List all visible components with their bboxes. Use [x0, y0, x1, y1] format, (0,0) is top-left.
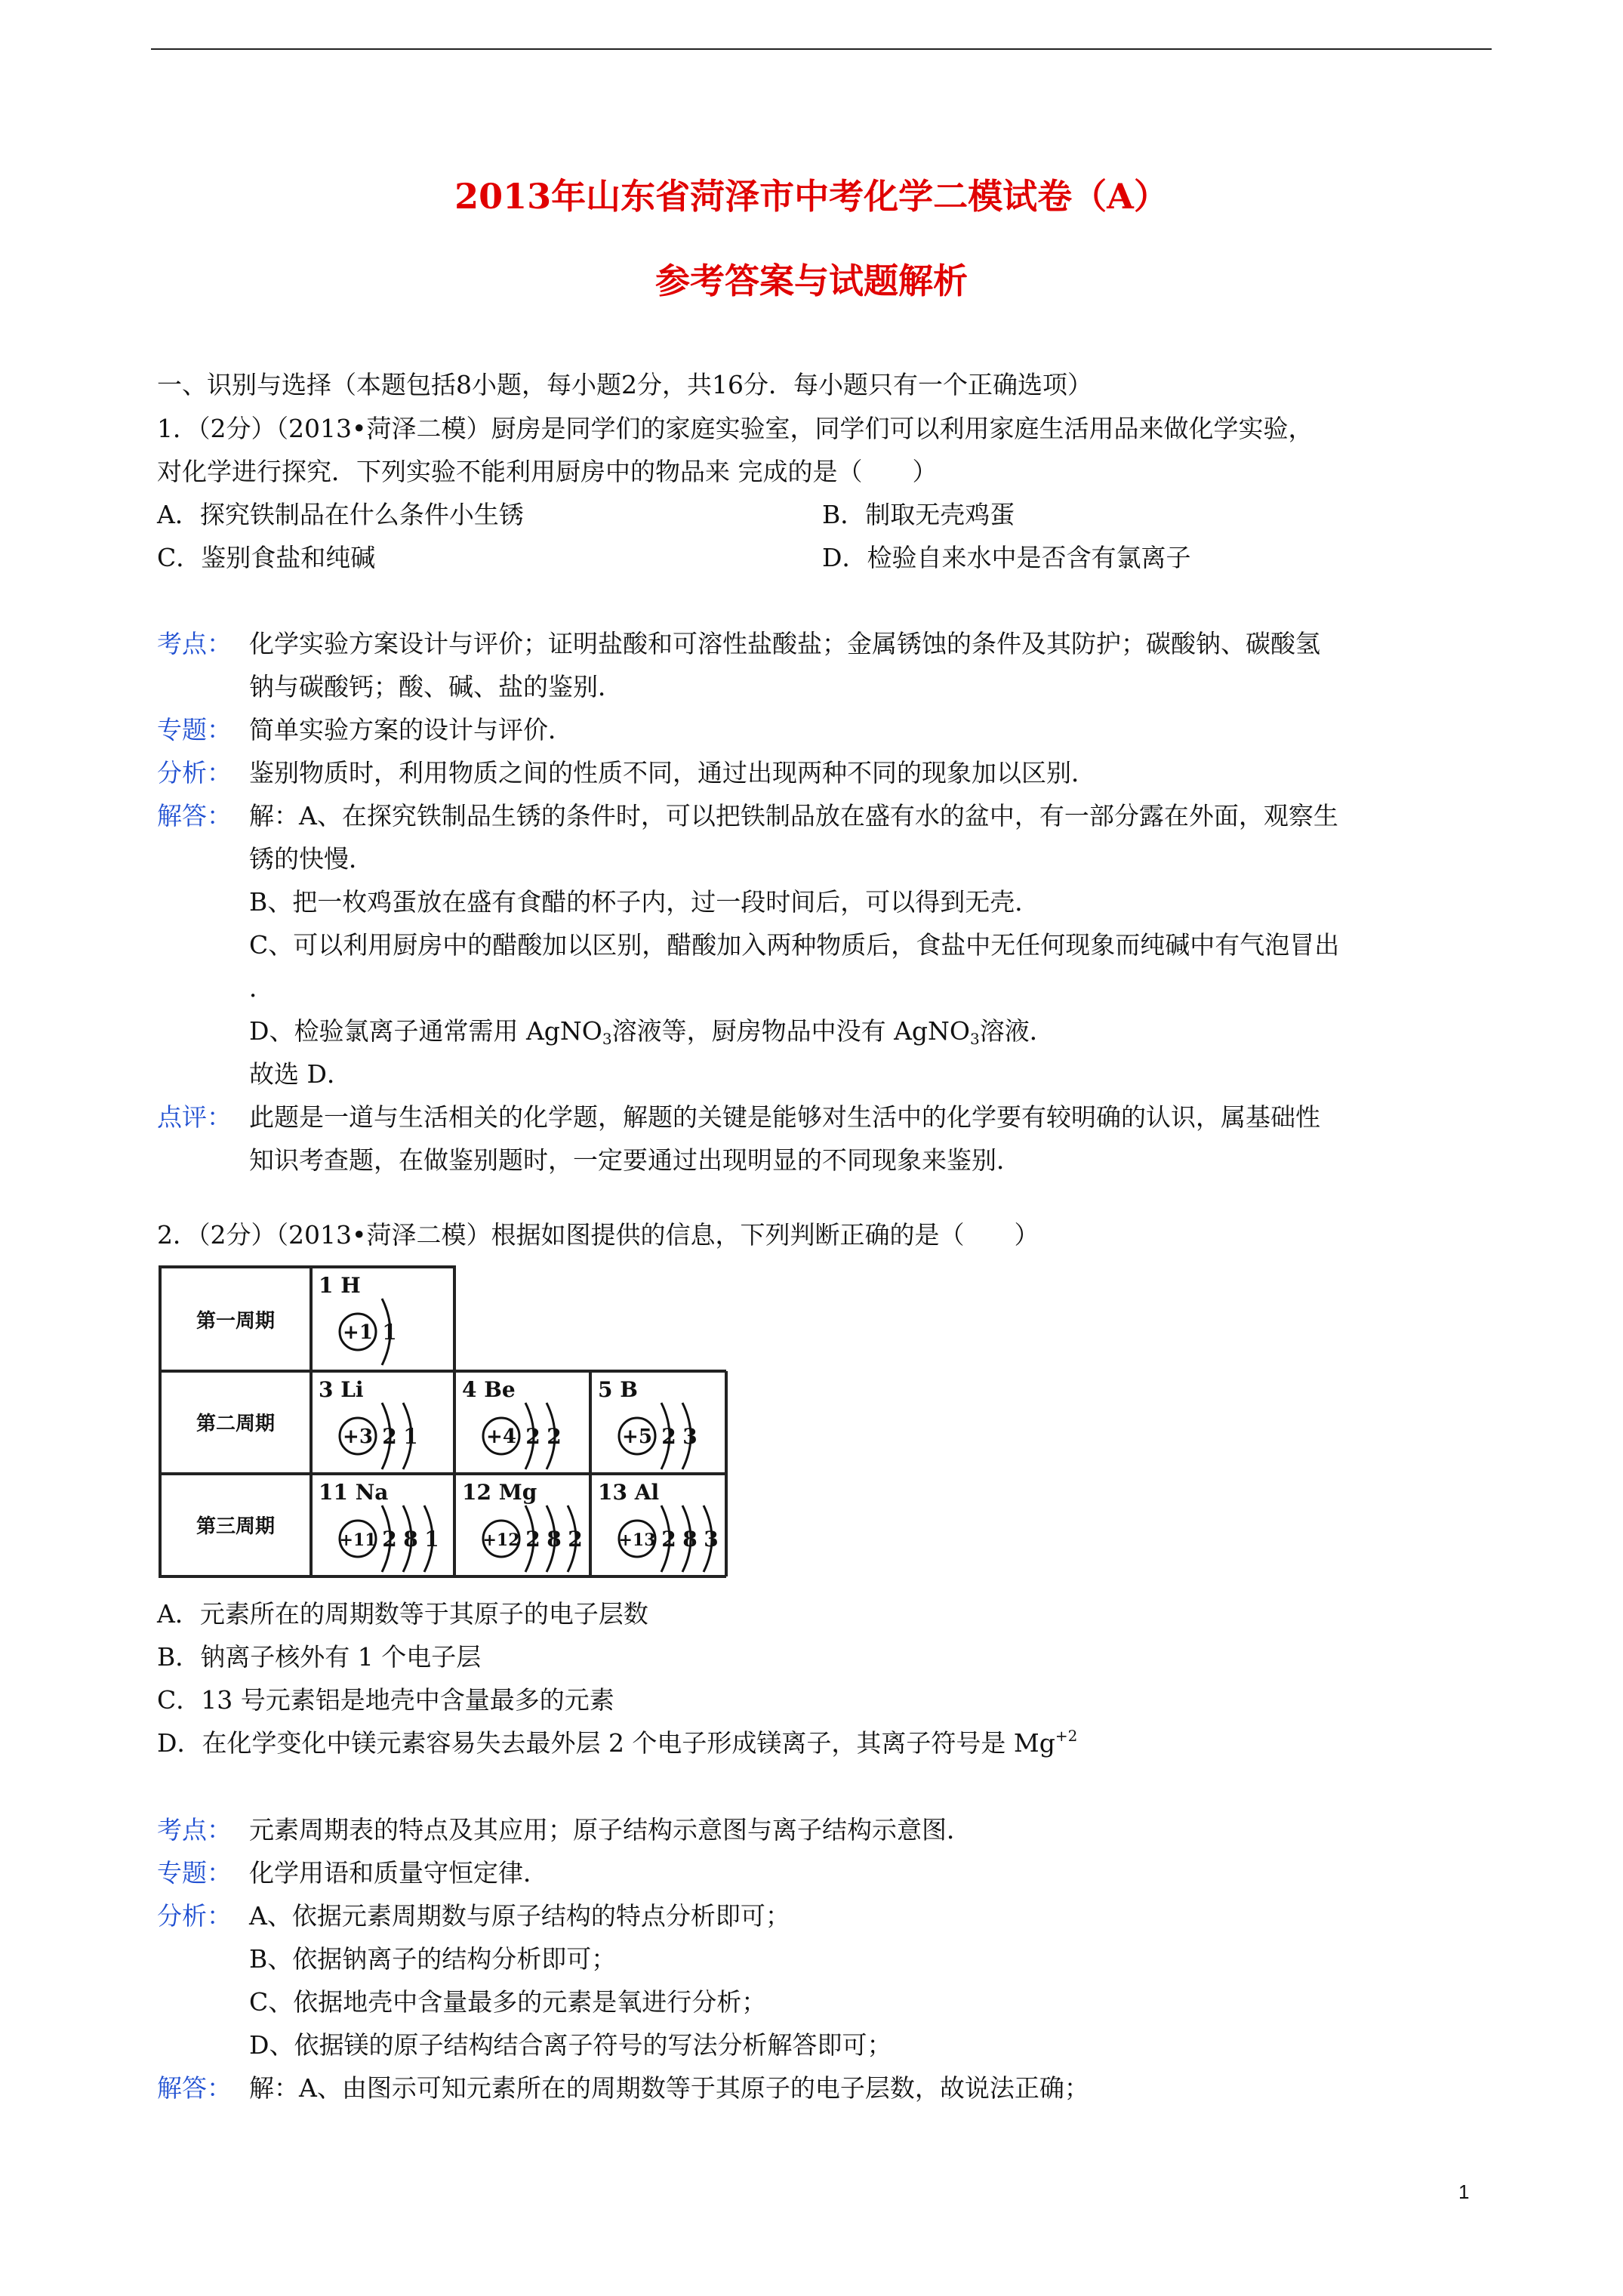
q1-stem-line1: 1．（2分）（2013•菏泽二模）厨房是同学们的家庭实验室，同学们可以利用家庭生活用品来做化学实验，	[157, 414, 1313, 443]
element-label: 4 Be	[462, 1377, 516, 1402]
exam-title: 2013年山东省菏泽市中考化学二模试卷（A）	[454, 176, 1169, 217]
q1-jieda-line5: ．	[249, 973, 274, 1003]
q1-zhuanti-label: 专题：	[157, 715, 232, 744]
q1-jieda-label: 解答：	[157, 801, 232, 831]
q2-zhuanti: 化学用语和质量守恒定律．	[249, 1858, 548, 1888]
q1-option-a: A．探究铁制品在什么条件小生锈	[157, 500, 524, 529]
shell-electron-count: 1	[424, 1527, 439, 1552]
periodic-table-figure	[157, 1264, 731, 1581]
q2-option-c: C．13 号元素铝是地壳中含量最多的元素	[157, 1685, 614, 1715]
element-label: 1 H	[319, 1273, 361, 1298]
q1-option-d: D．检验自来水中是否含有氯离子	[822, 543, 1191, 572]
q2-kaodian: 元素周期表的特点及其应用；原子结构示意图与离子结构示意图．	[249, 1815, 972, 1845]
q1-jieda-line7: 故选 D．	[249, 1059, 352, 1089]
nucleus-charge: +11	[339, 1530, 377, 1550]
q1-dianping-label: 点评：	[157, 1102, 232, 1132]
q2-fenxi-line3: C、依据地壳中含量最多的元素是氧进行分析；	[249, 1987, 767, 2017]
q1-jieda-line2: 锈的快慢．	[249, 844, 374, 874]
q1-dianping-line1: 此题是一道与生活相关的化学题，解题的关键是能够对生活中的化学要有较明确的认识，属基础性	[249, 1102, 1320, 1132]
q1-jieda-line6-part1: D、检验氯离子通常需用 AgNO	[249, 1016, 602, 1046]
element-label: 5 B	[598, 1377, 638, 1402]
q1-option-c: C．鉴别食盐和纯碱	[157, 543, 376, 572]
shell-electron-count: 8	[403, 1527, 418, 1552]
q1-jieda-line6-part3: 溶液．	[979, 1016, 1055, 1046]
q2-jieda-label: 解答：	[157, 2073, 232, 2103]
exam-subtitle: 参考答案与试题解析	[655, 260, 968, 301]
q2-jieda-line1: 解：A、由图示可知元素所在的周期数等于其原子的电子层数，故说法正确；	[249, 2073, 1089, 2103]
q2-option-b: B．钠离子核外有 1 个电子层	[157, 1642, 482, 1672]
shell-electron-count: 3	[682, 1424, 698, 1449]
element-label: 12 Mg	[462, 1480, 537, 1505]
shell-electron-count: 2	[661, 1527, 676, 1552]
q1-jieda-line6	[249, 1015, 1055, 1048]
q1-kaodian-line2: 钠与碳酸钙；酸、碱、盐的鉴别．	[249, 672, 623, 701]
q2-option-d	[157, 1727, 1077, 1760]
q1-fenxi: 鉴别物质时，利用物质之间的性质不同，通过出现两种不同的现象加以区别．	[249, 758, 1096, 787]
shell-electron-count: 2	[382, 1424, 397, 1449]
shell-electron-count: 2	[525, 1424, 540, 1449]
q1-option-b: B．制取无壳鸡蛋	[822, 500, 1015, 529]
section-heading: 一、识别与选择（本题包括8小题，每小题2分，共16分．每小题只有一个正确选项）	[157, 370, 1092, 399]
nucleus-charge: +1	[343, 1321, 373, 1344]
shell-electron-count: 2	[661, 1424, 676, 1449]
subscript: 3	[969, 1030, 980, 1048]
page-number: 1	[1458, 2180, 1470, 2203]
q1-zhuanti: 简单实验方案的设计与评价．	[249, 715, 573, 744]
q2-fenxi-line4: D、依据镁的原子结构结合离子符号的写法分析解答即可；	[249, 2030, 892, 2060]
q2-option-a: A．元素所在的周期数等于其原子的电子层数	[157, 1599, 648, 1629]
element-label: 3 Li	[319, 1377, 364, 1402]
shell-electron-count: 3	[704, 1527, 719, 1552]
q2-kaodian-label: 考点：	[157, 1815, 232, 1845]
q1-stem-line2: 对化学进行探究．下列实验不能利用厨房中的物品来 完成的是（ ）	[157, 457, 938, 486]
q2-zhuanti-label: 专题：	[157, 1858, 232, 1888]
shell-electron-count: 2	[547, 1424, 562, 1449]
nucleus-charge: +5	[622, 1425, 652, 1448]
q2-stem: 2．（2分）（2013•菏泽二模）根据如图提供的信息，下列判断正确的是（ ）	[157, 1220, 1039, 1250]
q1-jieda-line1: 解：A、在探究铁制品生锈的条件时，可以把铁制品放在盛有水的盆中，有一部分露在外面，观察生	[249, 801, 1338, 831]
q1-kaodian-label: 考点：	[157, 629, 232, 658]
shell-electron-count: 8	[682, 1527, 698, 1552]
nucleus-charge: +3	[343, 1425, 373, 1448]
shell-electron-count: 2	[525, 1527, 540, 1552]
q2-fenxi-label: 分析：	[157, 1901, 232, 1931]
q1-kaodian-line1: 化学实验方案设计与评价；证明盐酸和可溶性盐酸盐；金属锈蚀的条件及其防护；碳酸钠、碳酸氢	[249, 629, 1320, 658]
nucleus-charge: +4	[486, 1425, 516, 1448]
shell-electron-count: 8	[547, 1527, 562, 1552]
shell-electron-count: 2	[382, 1527, 397, 1552]
q1-fenxi-label: 分析：	[157, 758, 232, 787]
shell-electron-count: 1	[382, 1320, 397, 1345]
superscript: +2	[1055, 1727, 1078, 1745]
header-rule	[151, 48, 1492, 50]
element-label: 13 Al	[598, 1480, 660, 1505]
q1-jieda-line3: B、把一枚鸡蛋放在盛有食醋的杯子内，过一段时间后，可以得到无壳．	[249, 887, 1040, 917]
shell-electron-count: 2	[568, 1527, 583, 1552]
subscript: 3	[602, 1030, 612, 1048]
element-label: 11 Na	[319, 1480, 389, 1505]
q2-fenxi-line2: B、依据钠离子的结构分析即可；	[249, 1944, 617, 1974]
q1-jieda-line4: C、可以利用厨房中的醋酸加以区别，醋酸加入两种物质后，食盐中无任何现象而纯碱中有气泡冒出	[249, 930, 1340, 960]
shell-electron-count: 1	[403, 1424, 418, 1449]
nucleus-charge: +13	[618, 1530, 656, 1550]
q1-dianping-line2: 知识考查题，在做鉴别题时，一定要通过出现明显的不同现象来鉴别．	[249, 1145, 1021, 1175]
nucleus-charge: +12	[482, 1530, 520, 1550]
period-2-label: 第二周期	[196, 1413, 276, 1435]
q2-option-d-text: D．在化学变化中镁元素容易失去最外层 2 个电子形成镁离子，其离子符号是 Mg	[157, 1728, 1055, 1758]
period-1-label: 第一周期	[196, 1310, 276, 1333]
period-3-label: 第三周期	[196, 1515, 276, 1538]
q2-fenxi-line1: A、依据元素周期数与原子结构的特点分析即可；	[249, 1901, 790, 1931]
q1-jieda-line6-part2: 溶液等，厨房物品中没有 AgNO	[611, 1016, 970, 1046]
